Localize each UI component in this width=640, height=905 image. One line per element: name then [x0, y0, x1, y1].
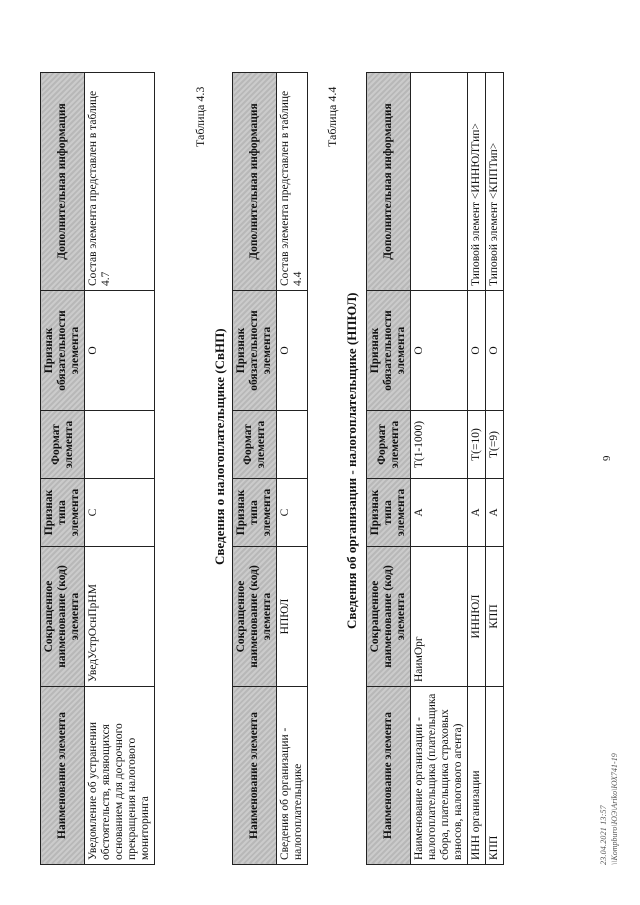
cell-name: ИНН организации [468, 687, 486, 865]
cell-format: Т(=10) [468, 411, 486, 479]
cell-required: О [85, 291, 155, 411]
cell-required: О [411, 291, 468, 411]
header-name: Наименование элемента [367, 687, 411, 865]
header-name: Наименование элемента [41, 687, 85, 865]
cell-type: С [85, 479, 155, 547]
header-type: Признак типа элемента [367, 479, 411, 547]
table-row [85, 73, 155, 865]
table-4-3 [232, 72, 308, 865]
header-required: Признак обязательности элемента [41, 291, 85, 411]
cell-name: Сведения об организации - налогоплательщике [277, 687, 308, 865]
header-code: Сокращенное наименование (код) элемента [41, 547, 85, 687]
cell-code: КПП [486, 547, 504, 687]
table-continuation [40, 72, 155, 865]
cell-name: КПП [486, 687, 504, 865]
table-4-3-title: Сведения о налогоплательщике (СвНП) [212, 328, 227, 565]
header-required: Признак обязательности элемента [233, 291, 277, 411]
footer-stamp [598, 753, 620, 865]
page-number: 6 [600, 455, 612, 461]
cell-format [277, 411, 308, 479]
header-format: Формат элемента [367, 411, 411, 479]
cell-type: А [411, 479, 468, 547]
cell-info [411, 73, 468, 291]
table-4-4-title: Сведения об организации - налогоплательщике (НПЮЛ) [344, 292, 359, 629]
header-name: Наименование элемента [233, 687, 277, 865]
table-header-row [233, 73, 277, 865]
table-row [468, 73, 486, 865]
table-4-3-caption: Таблица 4.3 [193, 86, 207, 147]
header-type: Признак типа элемента [41, 479, 85, 547]
cell-info: Типовой элемент <ИННЮЛТип> [468, 73, 486, 291]
footer-date: 23.04.2021 13:57 [599, 805, 608, 865]
table-header-row [367, 73, 411, 865]
cell-code: НПЮЛ [277, 547, 308, 687]
footer-path: \\Kompburo\ЮЭ\Ariko\ЮХ741-19 [610, 753, 619, 865]
cell-info: Состав элемента представлен в таблице 4.7 [85, 73, 155, 291]
header-required: Признак обязательности элемента [367, 291, 411, 411]
cell-type: А [486, 479, 504, 547]
cell-type: С [277, 479, 308, 547]
table-row [411, 73, 468, 865]
header-info: Дополнительная информация [41, 73, 85, 291]
cell-required: О [486, 291, 504, 411]
table-4-4-caption: Таблица 4.4 [325, 86, 339, 147]
header-format: Формат элемента [233, 411, 277, 479]
cell-info: Типовой элемент <КППТип> [486, 73, 504, 291]
cell-code: УведУстрОснПрНМ [85, 547, 155, 687]
cell-required: О [468, 291, 486, 411]
header-info: Дополнительная информация [367, 73, 411, 291]
cell-required: О [277, 291, 308, 411]
table-row [277, 73, 308, 865]
table-row [486, 73, 504, 865]
cell-format: Т(=9) [486, 411, 504, 479]
table-4-4 [366, 72, 504, 865]
cell-info: Состав элемента представлен в таблице 4.4 [277, 73, 308, 291]
cell-name: Уведомление об устранении обстоятельств, являющихся основанием для досрочного прекращения налогового мониторинга [85, 687, 155, 865]
header-format: Формат элемента [41, 411, 85, 479]
header-info: Дополнительная информация [233, 73, 277, 291]
cell-code: ИННЮЛ [468, 547, 486, 687]
header-code: Сокращенное наименование (код) элемента [367, 547, 411, 687]
cell-code: НаимОрг [411, 547, 468, 687]
cell-name: Наименование организации - налогоплательщика (плательщика сбора, плательщика страховых взносов, налогового агента) [411, 687, 468, 865]
table-header-row [41, 73, 85, 865]
cell-format [85, 411, 155, 479]
header-code: Сокращенное наименование (код) элемента [233, 547, 277, 687]
cell-type: А [468, 479, 486, 547]
header-type: Признак типа элемента [233, 479, 277, 547]
cell-format: Т(1-1000) [411, 411, 468, 479]
